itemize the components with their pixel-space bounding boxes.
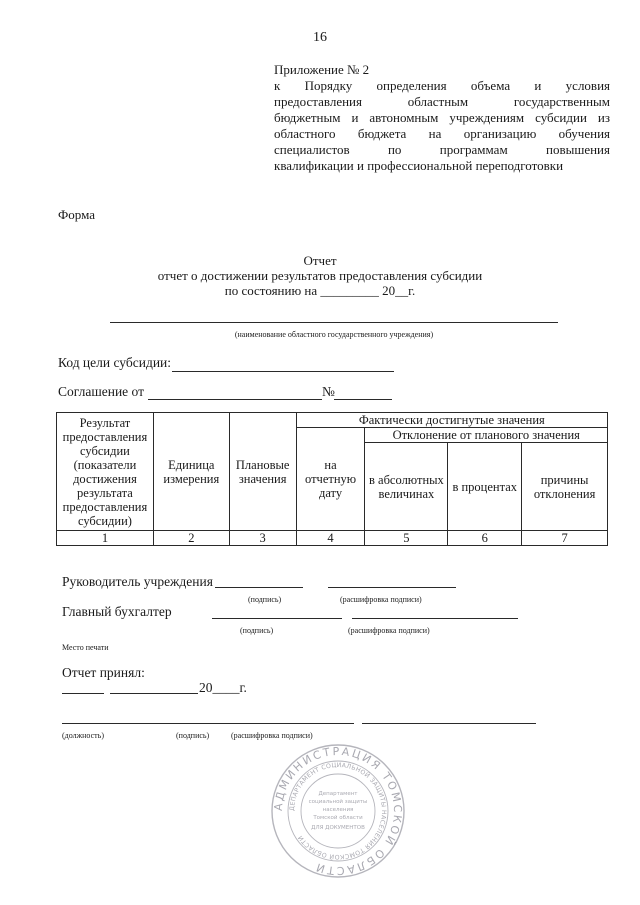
- accountant-decoding-caption: (расшифровка подписи): [348, 626, 430, 635]
- header-deviation: Отклонение от планового значения: [365, 428, 608, 443]
- column-number: 2: [153, 531, 229, 546]
- appendix-line: бюджетным и автономным учреждениям субсидии из: [274, 110, 610, 125]
- stamp-inner-text: ДЕПАРТАМЕНТ СОЦИАЛЬНОЙ ЗАЩИТЫ НАСЕЛЕНИЯ ТОМСКОЙ ОБЛАСТИ: [288, 761, 388, 861]
- page-number: 16: [313, 30, 327, 45]
- appendix-block: [274, 62, 610, 174]
- accepted-day-line: [62, 693, 104, 694]
- column-number: 6: [448, 531, 522, 546]
- head-decoding-line: [328, 587, 456, 588]
- seal-place-label: Место печати: [62, 643, 109, 652]
- header-absolute: в абсолютных величинах: [365, 443, 448, 531]
- stamp-center-line: Томской области: [313, 815, 363, 821]
- stamp-center-line: Департамент: [318, 791, 358, 797]
- header-percent: в процентах: [448, 443, 522, 531]
- accepted-decoding-line: [362, 723, 536, 724]
- appendix-line: квалификации и профессиональной переподготовки: [274, 158, 564, 173]
- column-number: 3: [229, 531, 296, 546]
- agreement-number-sign: №: [322, 384, 335, 399]
- form-label: Форма: [58, 207, 95, 222]
- report-subtitle: отчет о достижении результатов предоставления субсидии: [157, 268, 483, 283]
- stamp-outer-text: АДМИНИСТРАЦИЯ ТОМСКОЙ ОБЛАСТИ: [271, 744, 405, 878]
- report-accepted-label: Отчет принял:: [62, 665, 145, 680]
- accountant-signature-line: [212, 618, 342, 619]
- head-signature-line: [215, 587, 303, 588]
- appendix-line: предоставления областным государственным: [274, 94, 610, 109]
- stamp-center-line: населения: [322, 807, 354, 813]
- agreement-label: Соглашение от: [58, 384, 145, 399]
- stamp-center-line: социальной защиты: [308, 799, 368, 805]
- subsidy-goal-line: [172, 371, 394, 372]
- header-planned: Плановые значения: [229, 413, 296, 531]
- report-title: Отчет: [303, 253, 337, 268]
- accepted-decoding-caption: (расшифровка подписи): [231, 731, 313, 740]
- accepted-month-line: [110, 693, 198, 694]
- column-number: 7: [522, 531, 608, 546]
- institution-caption: (наименование областного государственного учреждения): [234, 330, 434, 339]
- head-decoding-caption: (расшифровка подписи): [340, 595, 422, 604]
- header-actual: Фактически достигнутые значения: [296, 413, 607, 428]
- accepted-position-line: [62, 723, 354, 724]
- stamp-center-line: ДЛЯ ДОКУМЕНТОВ: [311, 825, 365, 831]
- header-reasons: причины отклонения: [522, 443, 608, 531]
- column-number: 4: [296, 531, 365, 546]
- appendix-line: специалистов по программам повышения: [274, 142, 610, 157]
- subsidy-goal-label: Код цели субсидии:: [58, 355, 172, 370]
- institution-name-line: [110, 322, 558, 323]
- official-stamp: [270, 743, 406, 879]
- report-table: [56, 412, 608, 546]
- appendix-line: к Порядку определения объема и условия: [274, 78, 610, 93]
- column-number: 5: [365, 531, 448, 546]
- agreement-date-line: [148, 399, 322, 400]
- header-reporting-date: на отчетную дату: [296, 428, 365, 531]
- accepted-year: 20____г.: [199, 680, 247, 695]
- agreement-number-line: [334, 399, 392, 400]
- position-caption: (должность): [62, 731, 104, 740]
- header-result: Результат предоставления субсидии (показатели достижения результата предоставления субсидии): [57, 413, 154, 531]
- report-date-line: по состоянию на _________ 20__г.: [224, 283, 416, 298]
- column-number: 1: [57, 531, 154, 546]
- accountant-decoding-line: [352, 618, 518, 619]
- head-label: Руководитель учреждения: [62, 574, 213, 589]
- chief-accountant-label: Главный бухгалтер: [62, 604, 172, 619]
- appendix-line: областного бюджета на организацию обучения: [274, 126, 610, 141]
- accepted-signature-caption: (подпись): [176, 731, 210, 740]
- accountant-signature-caption: (подпись): [240, 626, 274, 635]
- header-unit: Единица измерения: [153, 413, 229, 531]
- head-signature-caption: (подпись): [248, 595, 282, 604]
- appendix-title: Приложение № 2: [274, 62, 370, 77]
